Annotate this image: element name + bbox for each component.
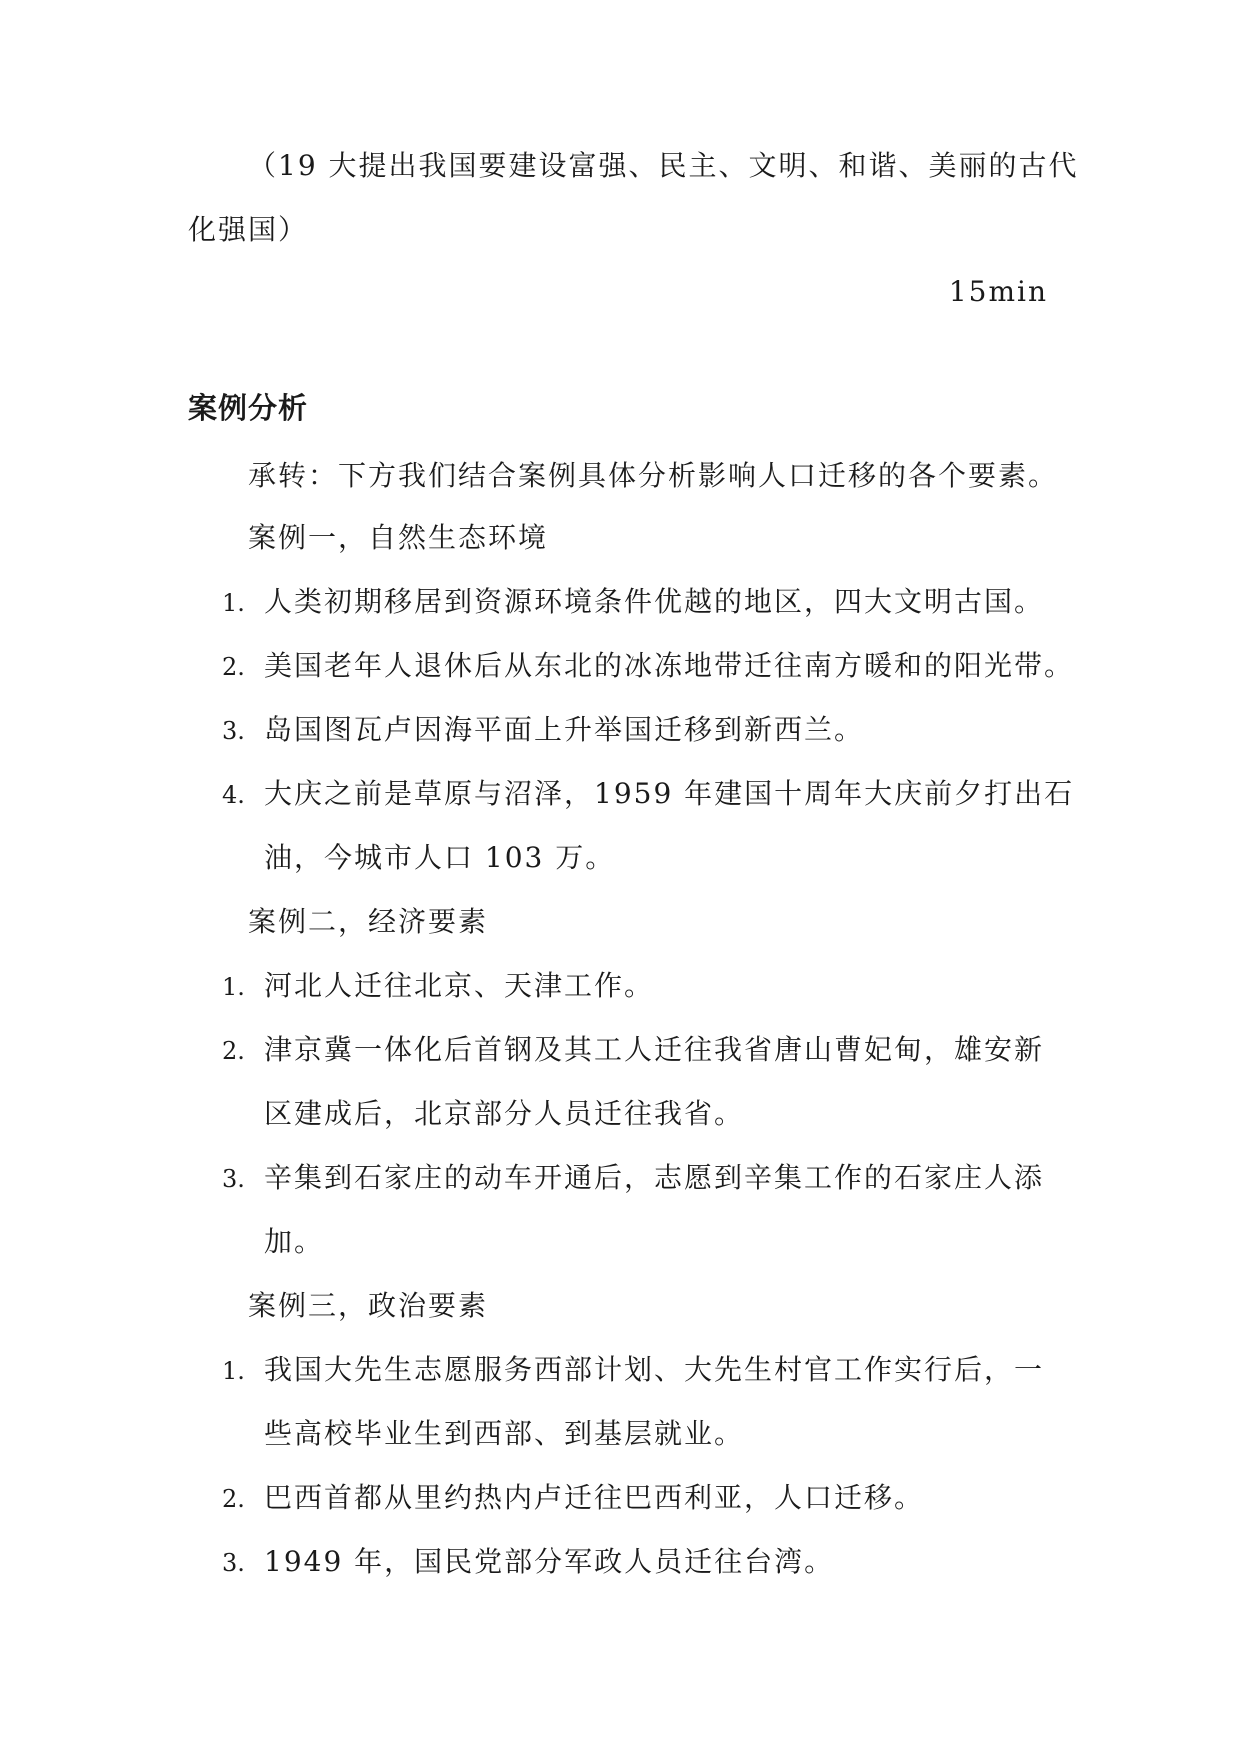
case3-item-2: 巴西首都从里约热内卢迁往巴西利亚，人口迁移。 — [264, 1481, 925, 1514]
case3-item-1-line-2: 些高校毕业生到西部、到基层就业。 — [264, 1417, 745, 1450]
intro-line-2: 化强国） — [188, 213, 309, 246]
list-item-number: 1. — [222, 1357, 245, 1385]
list-item-number: 1. — [222, 973, 245, 1001]
case2-item-2-line-2: 区建成后，北京部分人员迁往我省。 — [264, 1097, 745, 1130]
case3-item-3: 1949 年，国民党部分军政人员迁往台湾。 — [264, 1545, 835, 1578]
list-item-number: 2. — [222, 653, 245, 681]
case2-item-2-line-1: 津京冀一体化后首钢及其工人迁往我省唐山曹妃甸，雄安新 — [264, 1033, 1045, 1066]
case2-title: 案例二，经济要素 — [248, 905, 489, 938]
case2-item-3-line-1: 辛集到石家庄的动车开通后，志愿到辛集工作的石家庄人添 — [264, 1161, 1045, 1194]
transition-text: 承转：下方我们结合案例具体分析影响人口迁移的各个要素。 — [248, 459, 1059, 492]
list-item-number: 2. — [222, 1485, 245, 1513]
case1-item-4-line-1: 大庆之前是草原与沼泽，1959 年建国十周年大庆前夕打出石 — [264, 777, 1075, 810]
list-item-number: 1. — [222, 589, 245, 617]
list-item-number: 2. — [222, 1037, 245, 1065]
case2-item-1: 河北人迁往北京、天津工作。 — [264, 969, 655, 1002]
case3-item-1-line-1: 我国大先生志愿服务西部计划、大先生村官工作实行后，一 — [264, 1353, 1045, 1386]
case3-title: 案例三，政治要素 — [248, 1289, 489, 1322]
list-item-number: 3. — [222, 1549, 245, 1577]
case1-item-4-line-2: 油，今城市人口 103 万。 — [264, 841, 616, 874]
list-item-number: 3. — [222, 717, 245, 745]
list-item-number: 3. — [222, 1165, 245, 1193]
list-item-number: 4. — [222, 781, 245, 809]
case1-item-3: 岛国图瓦卢因海平面上升举国迁移到新西兰。 — [264, 713, 865, 746]
section-title: 案例分析 — [188, 391, 309, 425]
case1-item-1: 人类初期移居到资源环境条件优越的地区，四大文明古国。 — [264, 585, 1045, 618]
intro-line-1: （19 大提出我国要建设富强、民主、文明、和谐、美丽的古代 — [248, 149, 1079, 182]
case1-title: 案例一，自然生态环境 — [248, 521, 549, 554]
case1-item-2: 美国老年人退休后从东北的冰冻地带迁往南方暖和的阳光带。 — [264, 649, 1075, 682]
duration-label: 15min — [948, 275, 1048, 308]
case2-item-3-line-2: 加。 — [264, 1225, 325, 1258]
